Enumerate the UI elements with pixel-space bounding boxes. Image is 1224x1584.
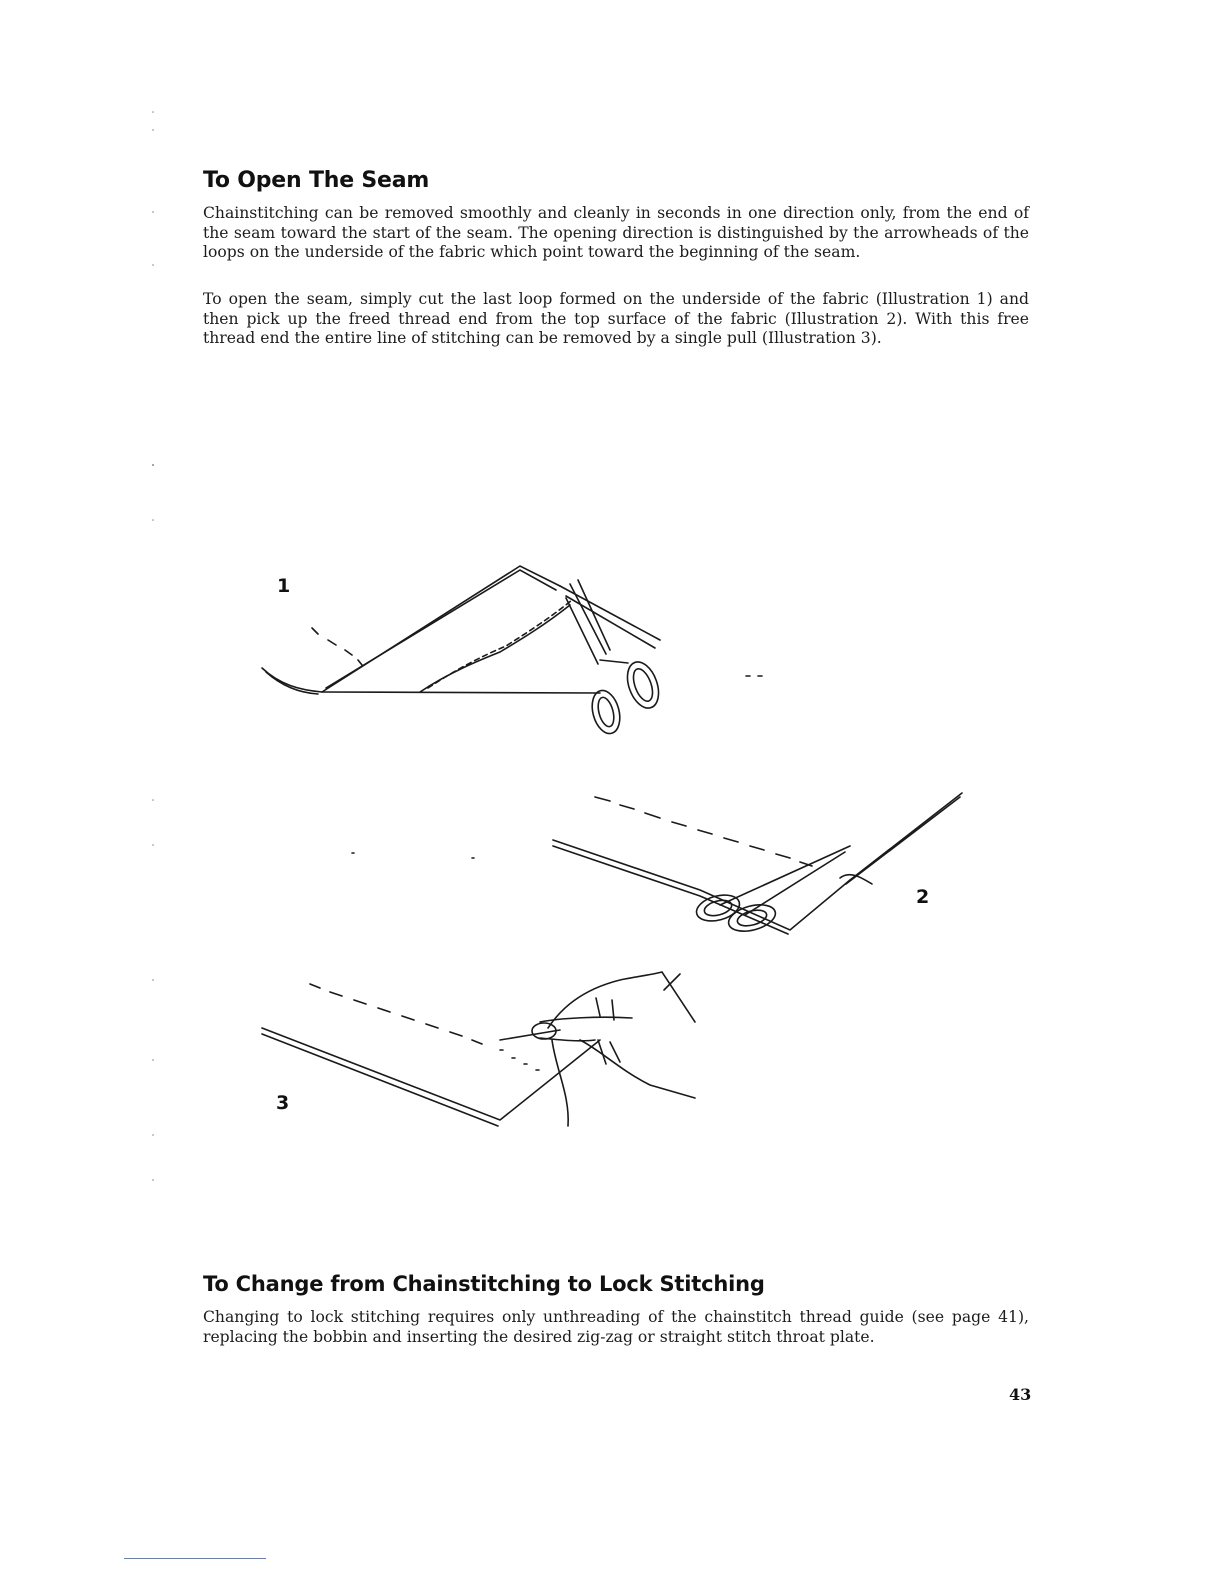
scissors-icon bbox=[566, 580, 664, 737]
illustration-3-pulling-thread bbox=[262, 972, 695, 1126]
section-title-open-seam: To Open The Seam bbox=[203, 168, 430, 193]
paragraph-direction: Chainstitching can be removed smoothly and cleanly in seconds in one direction only, from the end of the seam toward the start of the seam. The opening direction is distinguished by the arrowheads of the loops on the underside of the fabric which point toward the beginning of the seam. bbox=[203, 204, 1029, 261]
paragraph-instructions: To open the seam, simply cut the last loop formed on the underside of the fabric (Illustration 1) and then pick up the freed thread end from the top surface of the fabric (Illustration 2). With this free thread end the entire line of stitching can be removed by a single pull (Illustration 3). bbox=[203, 290, 1029, 347]
illustration-2-picking-thread bbox=[352, 793, 962, 936]
illustration-2-label: 2 bbox=[916, 886, 930, 908]
paragraph-change-stitching: Changing to lock stitching requires only unthreading of the chainstitch thread guide (see page 41), replacing the bobbin and inserting the desired zig-zag or straight stitch throat plate. bbox=[203, 1308, 1029, 1346]
illustration-1-label: 1 bbox=[277, 575, 291, 597]
scan-margin-specks bbox=[150, 100, 156, 1200]
illustration-3-label: 3 bbox=[276, 1092, 290, 1114]
page-number: 43 bbox=[1009, 1385, 1032, 1404]
bottom-rule bbox=[124, 1558, 266, 1559]
illustration-1-cutting-loop bbox=[262, 566, 762, 737]
section-title-change-stitching: To Change from Chainstitching to Lock Stitching bbox=[203, 1272, 765, 1296]
hand-icon bbox=[532, 972, 695, 1126]
